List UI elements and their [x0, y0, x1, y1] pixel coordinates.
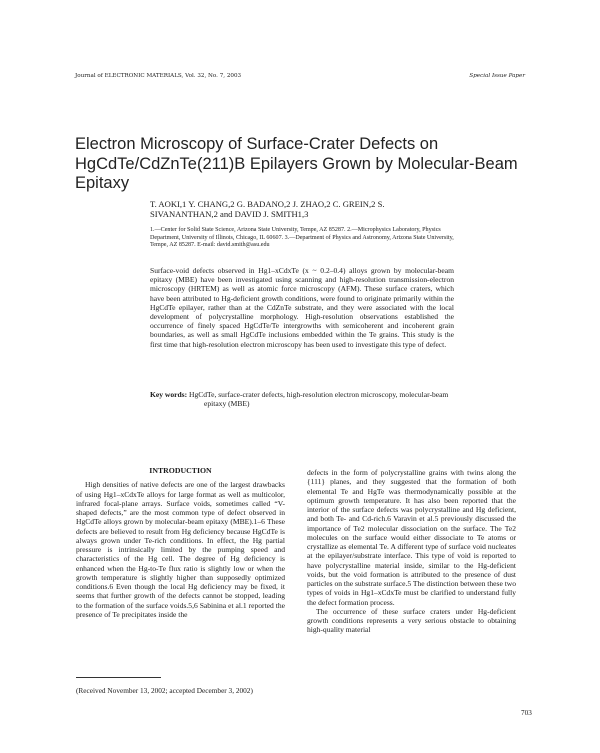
keywords: [150, 390, 454, 408]
body-column-right: [307, 468, 516, 635]
keywords-text: HgCdTe, surface-crater defects, high-resolution electron microscopy, molecular-beam epitaxy (MBE): [189, 390, 449, 409]
author-list: T. AOKI,1 Y. CHANG,2 G. BADANO,2 J. ZHAO,2 C. GREIN,2 S. SIVANANTHAN,2 and DAVID J. SMITH1,3: [150, 199, 385, 220]
body-paragraph: defects in the form of polycrystalline grains with twins along the {111} planes, and they suggested that the formation of both elemental Te and HgTe was thermodynamically possible at the optimum growth temperature. It has also been reported that the interior of the surface defects was polycrystalline and Hg deficient, and both Te- and Cd-rich.6 Varavin et al.5 previously discussed the importance of Te2 molecular dissociation on the surface. The Te2 molecules on the surface would either dissociate to Te atoms or crystallize as elemental Te. A different type of surface void nucleates at the epilayer/substrate interface. This type of void is reported to have polycrystalline material inside, similar to the Hg-deficient voids, but the void formation is attributed to the presence of dust particles on the substrate surface.5 The distinction between these two types of voids in Hg1–xCdxTe must be clarified to understand fully the defect formation process.: [307, 468, 517, 607]
body-paragraph: The occurrence of these surface craters under Hg-deficient growth conditions represents a very serious obstacle to obtaining high-quality material: [307, 606, 516, 635]
keywords-label: Key words:: [150, 390, 188, 399]
section-heading-introduction: INTRODUCTION: [149, 466, 212, 475]
paper-title: Electron Microscopy of Surface-Crater Defects on HgCdTe/CdZnTe(211)B Epilayers Grown by Molecular-Beam Epitaxy: [75, 135, 518, 192]
section-label: Special Issue Paper: [469, 73, 525, 79]
body-paragraph: High densities of native defects are one of the largest drawbacks of using Hg1–xCdxTe alloys for large format as well as multicolor, infrared focal-plane arrays. Surface voids, sometimes called “V-shaped defects,” are the most common type of defect observed in HgCdTe alloys grown by molecular-beam epitaxy (MBE).1–6 These defects are believed to result from Hg deficiency because HgCdTe is always grown under Te-rich conditions. In effect, the Hg partial pressure is intrinsically limited by the pumping speed and characteristics of the Hg cell. The degree of Hg deficiency is enhanced when the Hg-to-Te flux ratio is slightly low or when the growth temperature is slightly higher than supposedly optimized conditions.6 Even though the local Hg deficiency may be fixed, it seems that further growth of the defects cannot be stopped, leading to the formation of the surface voids.5,6 Sabinina et al.1 reported the presence of Te precipitates inside the: [76, 480, 285, 619]
abstract: Surface-void defects observed in Hg1–xCdxTe (x ~ 0.2–0.4) alloys grown by molecular-beam epitaxy (MBE) have been investigated using scanning and high-resolution transmission-electron microscopy (HRTEM) as well as atomic force microscopy (AFM). These surface craters, which have been attributed to Hg-deficient growth conditions, were found to originate primarily within the HgCdTe epilayer, rather than at the CdZnTe substrate, and they were associated with the local development of polycrystalline morphology. High-resolution observations established the occurrence of finely spaced HgCdTe/Te intergrowths with semicoherent and incoherent grain boundaries, as well as small HgCdTe inclusions embedded within the Te grains. This study is the first time that high-resolution electron microscopy has been used to investigate this type of defect.: [150, 266, 454, 349]
body-column-left: [76, 466, 285, 619]
footnote-rule: [76, 677, 161, 678]
received-date: (Received November 13, 2002; accepted December 3, 2002): [76, 686, 253, 695]
journal-header: Journal of ELECTRONIC MATERIALS, Vol. 32, No. 7, 2003: [75, 73, 242, 79]
page-number: 703: [521, 709, 532, 717]
affiliations: 1.—Center for Solid State Science, Arizona State University, Tempe, AZ 85287. 2.—Microphysics Laboratory, Physics Department, University of Illinois, Chicago, IL 60607. 3.—Department of Physics and Astronomy, Arizona State University, Tempe, AZ 85287. E-mail: david.smith@asu.edu: [150, 227, 454, 249]
